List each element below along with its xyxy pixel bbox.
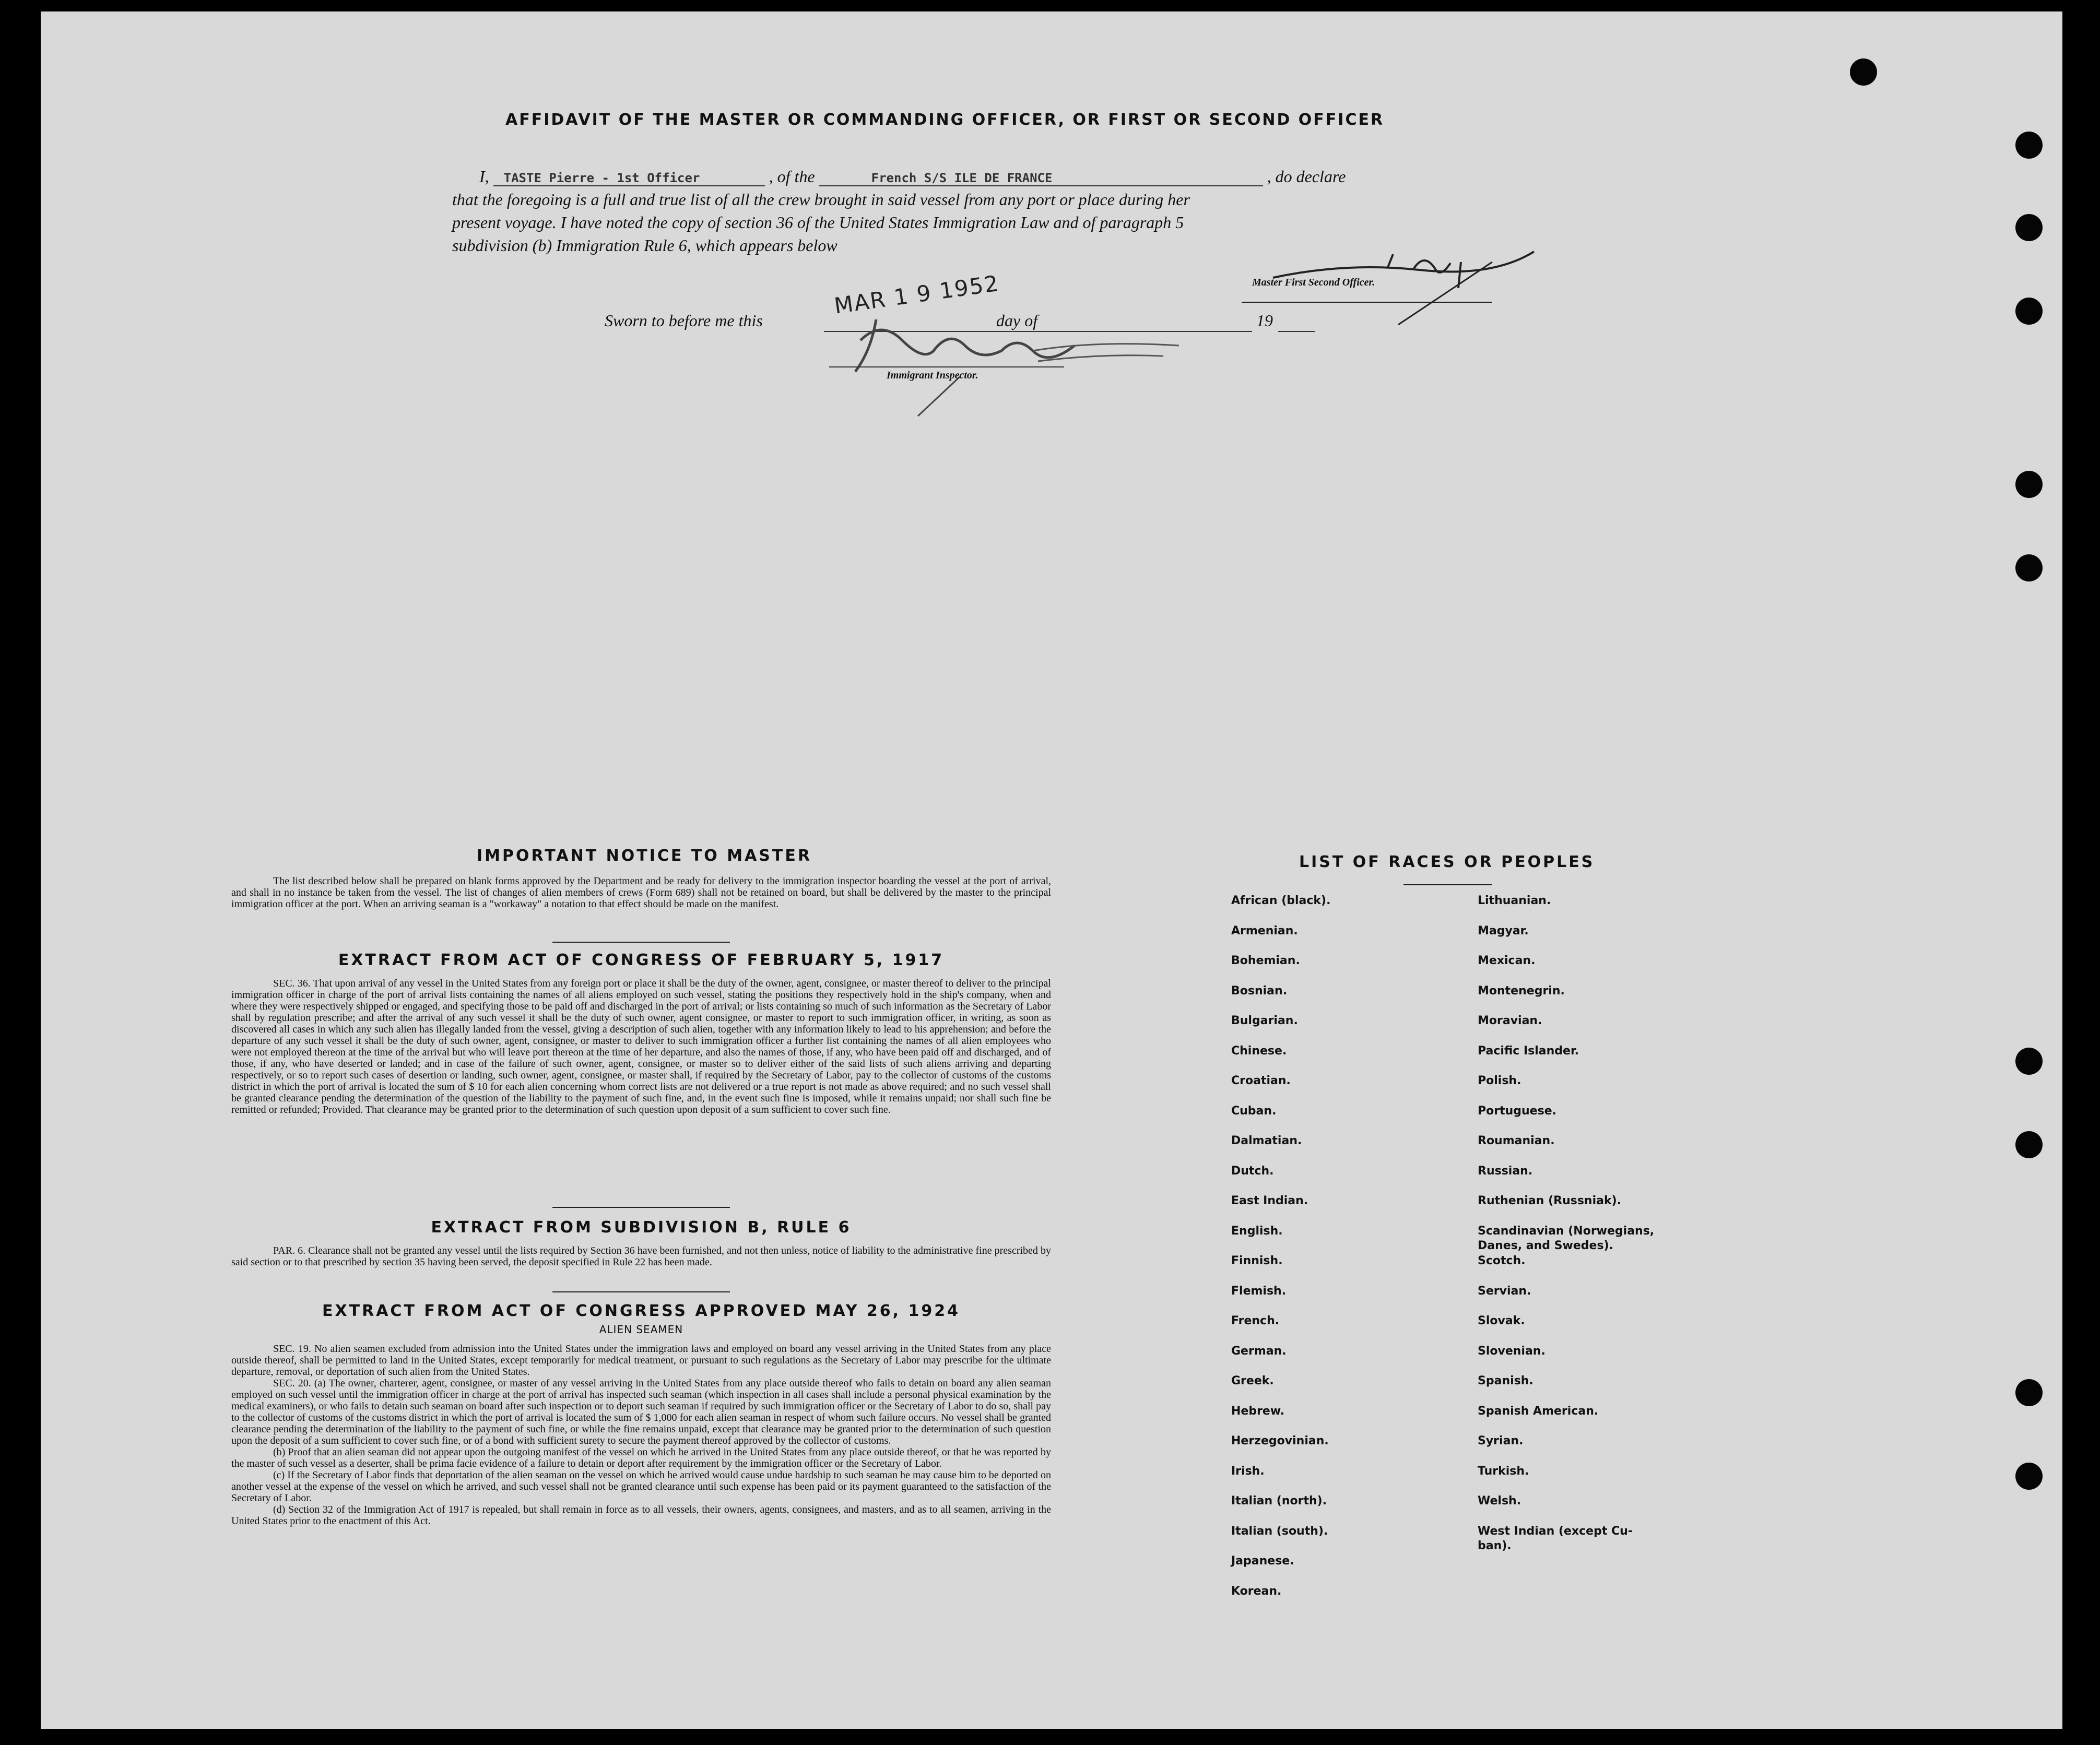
race-item: Roumanian. [1478, 1134, 1555, 1147]
affidavit-line-4: subdivision (b) Immigration Rule 6, which appears below [452, 236, 837, 255]
affidavit-line-2: that the foregoing is a full and true list of all the crew brought in said vessel from any port or place during her [452, 190, 1190, 209]
inspector-caption: Immigrant Inspector. [887, 370, 978, 381]
extract-1924-subtitle: ALIEN SEAMEN [599, 1323, 683, 1336]
race-item: Spanish. [1478, 1374, 1533, 1387]
race-item: Herzegovinian. [1231, 1434, 1329, 1447]
affidavit-title: AFFIDAVIT OF THE MASTER OR COMMANDING OFFICER, OR FIRST OR SECOND OFFICER [505, 111, 1385, 129]
punch-hole [2015, 214, 2043, 241]
affidavit-do-declare: , do declare [1267, 167, 1346, 186]
notice-body: The list described below shall be prepared on blank forms approved by the Department and be ready for delivery to the immigration inspector boarding the vessel at the port of arrival, and shall in no instance be taken from the vessel. The list of changes of alien members of crews (Form 689) shall not be retained on board, but shall be delivered by the master to the principal immigration officer at the port. When an arriving seaman is a "workaway" a notation to that effect should be made on the manifest. [231, 875, 1051, 910]
race-item: Turkish. [1478, 1464, 1529, 1478]
inspector-signature [813, 304, 1210, 419]
race-item: Bulgarian. [1231, 1014, 1298, 1027]
race-item: Syrian. [1478, 1434, 1524, 1447]
race-item: Japanese. [1231, 1554, 1294, 1568]
affidavit-line-1 [479, 167, 1482, 186]
punch-hole [2015, 1379, 2043, 1406]
race-item: Armenian. [1231, 924, 1298, 937]
extract-1917-title: EXTRACT FROM ACT OF CONGRESS OF FEBRUARY 5, 1917 [338, 951, 945, 969]
day-of-text: day of [996, 311, 1038, 330]
race-item: French. [1231, 1314, 1280, 1327]
officer-caption: Master First Second Officer. [1252, 277, 1375, 288]
race-item: Chinese. [1231, 1044, 1287, 1058]
year-prefix: 19 [1256, 311, 1273, 330]
punch-hole [2015, 132, 2043, 159]
divider [552, 1207, 730, 1208]
race-item: Pacific Islander. [1478, 1044, 1579, 1058]
extract-1917-section [231, 951, 1051, 1115]
extract-1924-sec19: SEC. 19. No alien seamen excluded from admission into the United States under the immigration laws and employed on board any vessel arriving in the United States from any place outside thereof, shall be permitted to land in the United States, except temporarily for medical treatment, or pursuant to such regulations as the Secretary of Labor may prescribe for the ultimate departure, removal, or deportation of such alien from the United States. [231, 1343, 1051, 1378]
race-item: Flemish. [1231, 1284, 1287, 1298]
race-item: Spanish American. [1478, 1404, 1599, 1418]
race-item: English. [1231, 1224, 1283, 1238]
extract-1924-title: EXTRACT FROM ACT OF CONGRESS APPROVED MAY 26, 1924 [322, 1302, 960, 1320]
sworn-date-stamp: MAR 1 9 1952 [832, 270, 1001, 319]
race-item: Slovak. [1478, 1314, 1525, 1327]
extract-1924-sec20d: (d) Section 32 of the Immigration Act of 1917 is repealed, but shall remain in force as to all vessels, their owners, agents, consignees, and masters, and as to all seamen, arriving in the United States prior to the enactment of this Act. [231, 1504, 1051, 1527]
form-page [41, 11, 2062, 1729]
extract-1917-body: SEC. 36. That upon arrival of any vessel in the United States from any foreign port or place it shall be the duty of the owner, agent, consignee, or master thereof to deliver to the principal immigration officer in charge of the port of arrival lists containing the names of all aliens employed on such vessel, stating the positions they respectively hold in the ship's company, when and where they were respectively shipped or engaged, and specifying those to be paid off and discharged in the port of arrival; or lists containing so much of such information as the Secretary of Labor shall by regulation prescribe; and after the arrival of any such vessel it shall be the duty of such owner, agent consignee, or master to report to such immigration officer, in writing, as soon as discovered all cases in which any such alien has illegally landed from the vessel, giving a description of such alien, together with any information likely to lead to his apprehension; and before the departure of any such vessel it shall be the duty of such owner, agent, consignee, or master to deliver to such immigration officer a further list containing the names of all alien employees who were not employed thereon at the time of the arrival but who will leave port thereon at the time of her departure, and also the names of those, if any, who have been paid off and discharged, and of those, if any, who have deserted or landed; and in case of the failure of such owner, agent, consignee, or master so to deliver either of the said lists of such aliens arriving and departing respectively, or so to report such cases of desertion or landing, such owner, agent, consignee, or master shall, if required by the Secretary of Labor, pay to the collector of customs of the customs district in which the port of arrival is located the sum of $ 10 for each alien concerning whom correct lists are not delivered or a true report is not made as above required; and no such vessel shall be granted clearance pending the determination of the question of the liability to the payment of such fine, and, in the event such fine is imposed, while it remains unpaid; nor shall such fine be remitted or refunded; Provided. That clearance may be granted prior to the determination of such question upon deposit of a sum sufficient to cover such fine. [231, 978, 1051, 1115]
race-item: African (black). [1231, 894, 1331, 907]
notice-section [231, 847, 1051, 910]
race-item: Greek. [1231, 1374, 1274, 1387]
extract-rule6-title: EXTRACT FROM SUBDIVISION B, RULE 6 [431, 1218, 852, 1237]
race-item: Cuban. [1231, 1104, 1277, 1118]
race-item: Croatian. [1231, 1074, 1291, 1087]
sworn-year-line [1278, 331, 1315, 332]
race-item: Russian. [1478, 1164, 1533, 1178]
race-item: Portuguese. [1478, 1104, 1556, 1118]
race-item: Dutch. [1231, 1164, 1274, 1178]
race-item: Welsh. [1478, 1494, 1521, 1507]
race-item: East Indian. [1231, 1194, 1308, 1207]
extract-1924-sec20c: (c) If the Secretary of Labor finds that deportation of the alien seaman on the vessel on which he arrived would cause undue hardship to such seaman he may cause him to be deported on another vessel at the expense of the vessel on which he arrived, and such vessel shall not be granted clearance until such expense has been paid or its payment guaranteed to the satisfaction of the Secretary of Labor. [231, 1469, 1051, 1504]
punch-hole [2015, 1463, 2043, 1490]
race-item: Montenegrin. [1478, 984, 1565, 998]
race-item: Servian. [1478, 1284, 1531, 1298]
race-item: Italian (south). [1231, 1524, 1328, 1538]
punch-hole [2015, 554, 2043, 581]
punch-hole [2015, 471, 2043, 498]
race-item: Scotch. [1478, 1254, 1526, 1267]
divider [1403, 884, 1492, 885]
race-item: Italian (north). [1231, 1494, 1327, 1507]
punch-hole [2015, 1131, 2043, 1158]
sworn-text: Sworn to before me this [605, 311, 763, 330]
extract-rule6-section [231, 1218, 1051, 1268]
divider [552, 942, 730, 943]
race-item: Dalmatian. [1231, 1134, 1302, 1147]
race-item: Scandinavian (Norwegians, Danes, and Swedes). [1478, 1224, 1655, 1252]
races-right-column [1478, 894, 1707, 1554]
vessel-name-typed: French S/S ILE DE FRANCE [819, 171, 1263, 186]
race-item: Moravian. [1478, 1014, 1542, 1027]
extract-rule6-body: PAR. 6. Clearance shall not be granted any vessel until the lists required by Section 36 have been furnished, and not then unless, notice of liability to the administrative fine prescribed by said section or to that prescribed by section 35 having been served, the deposit specified in Rule 22 has been made. [231, 1245, 1051, 1268]
race-item: Hebrew. [1231, 1404, 1285, 1418]
race-item: Irish. [1231, 1464, 1265, 1478]
race-item: Magyar. [1478, 924, 1529, 937]
affidavit-i: I, [479, 167, 489, 186]
race-item: Ruthenian (Russniak). [1478, 1194, 1622, 1207]
race-item: Bosnian. [1231, 984, 1288, 998]
extract-1924-sec20b: (b) Proof that an alien seaman did not appear upon the outgoing manifest of the vessel on which he arrived in the United States from any place outside thereof, or that he was reported by the master of such vessel as a deserter, shall be prima facie evidence of a failure to detain or deport after requirement by the immigration officer or the Secretary of Labor. [231, 1446, 1051, 1469]
race-item: Finnish. [1231, 1254, 1283, 1267]
divider [552, 1291, 730, 1292]
affidavit-of-the: , of the [769, 167, 815, 186]
extract-1924-section [231, 1302, 1051, 1527]
punch-hole [2015, 1048, 2043, 1075]
race-item: Slovenian. [1478, 1344, 1545, 1358]
punch-hole [1850, 58, 1877, 86]
race-item: Korean. [1231, 1584, 1282, 1598]
race-item: Polish. [1478, 1074, 1521, 1087]
race-item: German. [1231, 1344, 1287, 1358]
notice-title: IMPORTANT NOTICE TO MASTER [477, 847, 812, 865]
affidavit-line-3: present voyage. I have noted the copy of section 36 of the United States Immigration Law and of paragraph 5 [452, 213, 1184, 232]
races-left-column [1231, 894, 1450, 1614]
inspector-signature-line [829, 366, 1064, 367]
race-item: Bohemian. [1231, 954, 1300, 967]
officer-signature-line [1242, 302, 1492, 303]
races-title: LIST OF RACES OR PEOPLES [1299, 853, 1595, 871]
punch-hole [2015, 298, 2043, 325]
race-item: West Indian (except Cu- ban). [1478, 1524, 1633, 1552]
officer-name-typed: TASTE Pierre - 1st Officer [493, 171, 765, 186]
race-item: Lithuanian. [1478, 894, 1551, 907]
extract-1924-sec20a: SEC. 20. (a) The owner, charterer, agent, consignee, or master of any vessel arriving in the United States from any place outside thereof who fails to detain on board any alien seaman employed on such vessel until the immigration officer in charge at the port of arrival has inspected such seaman (which inspection in all cases shall include a personal physical examination by the medical examiners), or who fails to detain such seaman on board after such inspection or to deport such seaman if required by such immigration officer or the Secretary of Labor to do so, shall pay to the collector of customs of the customs district in which the port of arrival is located the sum of $ 1,000 for each alien seaman in respect of whom such failure occurs. No vessel shall be granted clearance pending the determination of the liability to the payment of such fine, or while the fine remains unpaid, except that clearance may be granted prior to the determination of such question upon the deposit of a sum sufficient to cover such fine, or of a bond with sufficient surety to secure the payment thereof approved by the collector of customs. [231, 1378, 1051, 1446]
race-item: Mexican. [1478, 954, 1536, 967]
